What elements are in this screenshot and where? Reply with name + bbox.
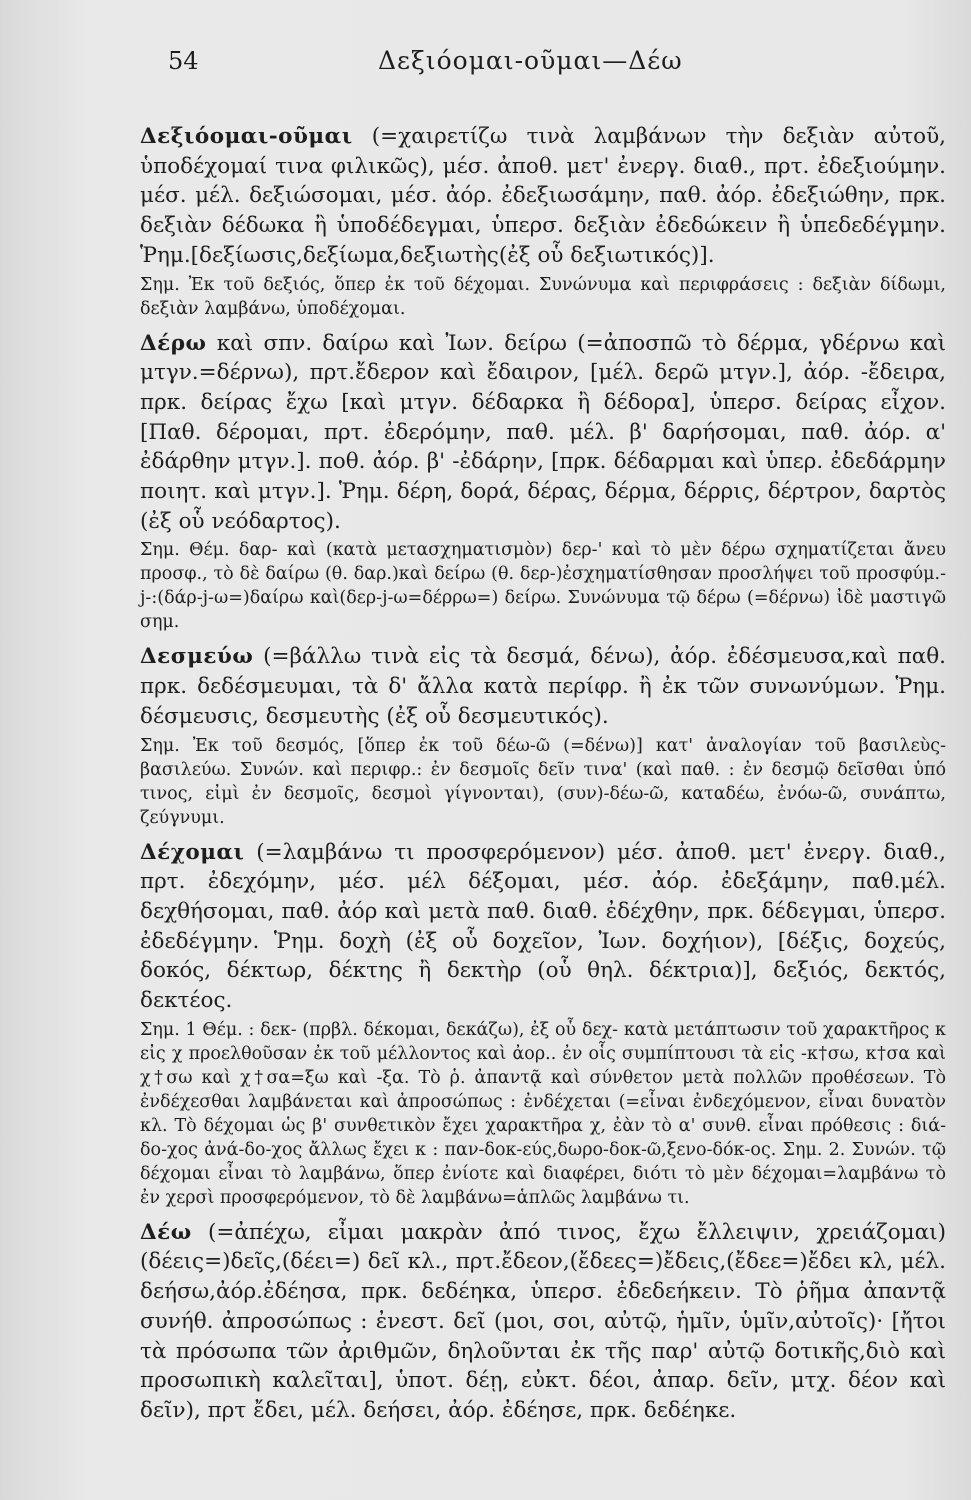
entry-note: Σημ. Θέμ. δαρ- καὶ (κατὰ μετασχηματισμὸν) δερ-' καὶ τὸ μὲν δέρω σχηματίζεται ἄνευ προσφ., τὸ δὲ δαίρω (θ. δαρ.)καὶ δείρω (θ. δερ-)ἐσχηματίσθησαν προσλήψει τοῦ προσφύμ.-j-:(δάρ-j-ω=)δαίρω καὶ(δερ-j-ω=δέρρω=) δείρω. Συνώνυμα τῷ δέρω (=δέρνω) ἰδὲ μαστιγῶ σημ.: [140, 540, 946, 633]
entry-note: Σημ. Ἐκ τοῦ δεξιός, ὅπερ ἐκ τοῦ δέχομαι. Συνώνυμα καὶ περιφράσεις : δεξιὰν δίδωμι, δεξιὰν λαμβάνω, ὑποδέχομαι.: [140, 274, 946, 319]
entry-text: (=ἀπέχω, εἶμαι μακρὰν ἀπό τινος, ἔχω ἔλλειψιν, χρειάζομαι) (δέεις=)δεῖς,(δέει=) δεῖ κλ., πρτ.ἔδεον,(ἔδεες=)ἔδεις,(ἔδεε=)ἔδει κλ, μέλ. δεήσω,ἀόρ.ἐδέησα, πρκ. δεδέηκα, ὑπερσ. ἐδεδεήκειν. Τὸ ῥῆμα ἀπαντᾷ συνήθ. ἀπροσώπως : ἐνεστ. δεῖ (μοι, σοι, αὐτῷ, ἡμῖν, ὑμῖν,αὐτοῖς)· [ἤτοι τὰ πρόσωπα τῶν ἀριθμῶν, δηλοῦνται ἐκ τῆς παρ' αὐτῷ δοτικῆς,διὸ καὶ προσωπικὴ καλεῖται], ὑποτ. δέῃ, εὐκτ. δέοι, ἀπαρ. δεῖν, μτχ. δέον καὶ δεῖν), πρτ ἔδει, μέλ. δεήσει, ἀόρ. ἐδέησε, πρκ. δεδέηκε.: [140, 1219, 946, 1423]
lemma: Δεξιόομαι-οῦμαι: [140, 124, 353, 149]
entry-dexioomai: [140, 122, 946, 271]
lemma: Δεσμεύω: [140, 644, 254, 670]
entry-text: καὶ σπν. δαίρω καὶ Ἰων. δείρω (=ἀποσπῶ τὸ δέρμα, γδέρνω καὶ μτγν.=δέρνω), πρτ.ἔδερον καὶ ἔδαιρον, [μέλ. δερῶ μτγν.], ἀόρ. -ἔδειρα, πρκ. δείρας ἔχω [καὶ μτγν. δέδαρκα ἢ δέδορα], ὑπερσ. δείρας εἶχον. [Παθ. δέρομαι, πρτ. ἐδερόμην, παθ. μέλ. β' δαρήσομαι, παθ. ἀόρ. α' ἐδάρθην μτγν.]. ποθ. ἀόρ. β' -ἐδάρην, [πρκ. δέδαρμαι καὶ ὑπερ. ἐδεδάρμην ποιητ. καὶ μτγν.]. Ῥημ. δέρη, δορά, δέρας, δέρμα, δέρρις, δέρτρον, δαρτὸς (ἐξ οὗ νεόδαρτος).: [140, 330, 946, 534]
entry-text: (=βάλλω τινὰ εἰς τὰ δεσμά, δένω), ἀόρ. ἐδέσμευσα,καὶ παθ. πρκ. δεδέσμευμαι, τὰ δ' ἄλλα κατὰ περίφρ. ἢ ἐκ τῶν συνωνύμων. Ῥημ. δέσμευσις, δεσμευτὴς (ἐξ οὗ δεσμευτικός).: [140, 644, 946, 729]
page-header: [168, 46, 947, 98]
entries: [140, 122, 946, 1426]
entry-desmeuo: [140, 642, 946, 731]
running-head: Δεξιόομαι-οῦμαι—Δέω: [378, 46, 683, 75]
lemma: Δέχομαι: [140, 839, 245, 865]
entry-text: (=χαιρετίζω τινὰ λαμβάνων τὴν δεξιὰν αὐτοῦ, ὑποδέχομαί τινα φιλικῶς), μέσ. ἀποθ. μετ' ἐνεργ. διαθ., πρτ. ἐδεξιούμην. μέσ. μέλ. δεξιώσομαι, μέσ. ἀόρ. ἐδεξιωσάμην, παθ. ἀόρ. ἐδεξιώθην, πρκ. δεξιὰν δέδωκα ἢ ὑποδέδεγμαι, ὑπερσ. δεξιὰν ἐδεδώκειν ἢ ὑπεδεδέγμην. Ῥημ.[δεξίωσις,δεξίωμα,δεξιωτὴς(ἐξ οὗ δεξιωτικός)].: [140, 124, 946, 268]
entry-note: Σημ. Ἐκ τοῦ δεσμός, [ὅπερ ἐκ τοῦ δέω-ῶ (=δένω)] κατ' ἀναλογίαν τοῦ βασιλεὺς-βασιλεύω. Συνών. καὶ περιφρ.: ἐν δεσμοῖς δεῖν τινα' (καὶ παθ. : ἐν δεσμῷ δεῖσθαι ὑπό τινος, εἰμὶ ἐν δεσμοῖς, δεσμοὶ γίγνονται), (συν)-δέω-ῶ, καταδέω, ἐνόω-ῶ, συνάπτω, ζεύγνυμι.: [140, 735, 946, 828]
entry-deo: [140, 1218, 946, 1426]
entry-note: Σημ. 1 Θέμ. : δεκ- (πρβλ. δέκομαι, δεκάζω), ἐξ οὗ δεχ- κατὰ μετάπτωσιν τοῦ χαρακτῆρος κ εἰς χ προελθοῦσαν ἐκ τοῦ μέλλοντος καὶ ἀορ.. ἐν οἷς συμπίπτουσι τὰ εἰς -κ†σω, κ†σα καὶ χ†σω καὶ χ†σα=ξω καὶ -ξα. Τὸ ῥ. ἀπαντᾷ καὶ σύνθετον μετὰ πολλῶν προθέσεων. Τὸ ἐνδέχεσθαι λαμβάνεται καὶ ἀπροσώπως : ἐνδέχεται (=εἶναι ἐνδεχόμενον, εἶναι δυνατὸν κλ. Τὸ δέχομαι ὡς β' συνθετικὸν ἔχει χαρακτῆρα χ, ἐὰν τὸ α' συνθ. εἶναι πρόθεσις : διά-δο-χος ἀνά-δο-χος ἄλλως ἔχει κ : παν-δοκ-εύς,δωρο-δοκ-ῶ,ξενο-δόκ-ος. Σημ. 2. Συνών. τῷ δέχομαι εἶναι τὸ λαμβάνω, ὅπερ ἐνίοτε καὶ διαφέρει, διότι τὸ μὲν δέχομαι=λαμβάνω τὸ ἐν χερσὶ προσφερόμενον, τὸ δὲ λαμβάνω=ἁπλῶς λαμβάνω τι.: [140, 1019, 946, 1208]
entry-dechomai: [140, 838, 946, 1016]
lemma: Δέω: [140, 1219, 192, 1245]
lemma: Δέρω: [140, 330, 207, 356]
entry-text: (=λαμβάνω τι προσφερόμενον) μέσ. ἀποθ. μετ' ἐνεργ. διαθ., πρτ. ἐδεχόμην, μέσ. μέλ δέξομαι, μέσ. ἀόρ. ἐδεξάμην, παθ.μέλ. δεχθήσομαι, παθ. ἀόρ καὶ μετὰ παθ. διαθ. ἐδέχθην, πρκ. δέδεγμαι, ὑπερσ. ἐδεδέγμην. Ῥημ. δοχὴ (ἐξ οὗ δοχεῖον, Ἰων. δοχήιον), [δέξις, δοχεύς, δοκός, δέκτωρ, δέκτης ἢ δεκτὴρ (οὗ θηλ. δέκτρια)], δεξιός, δεκτός, δεκτέος.: [140, 839, 946, 1014]
page-number: 54: [168, 47, 199, 75]
entry-dero: [140, 329, 946, 537]
